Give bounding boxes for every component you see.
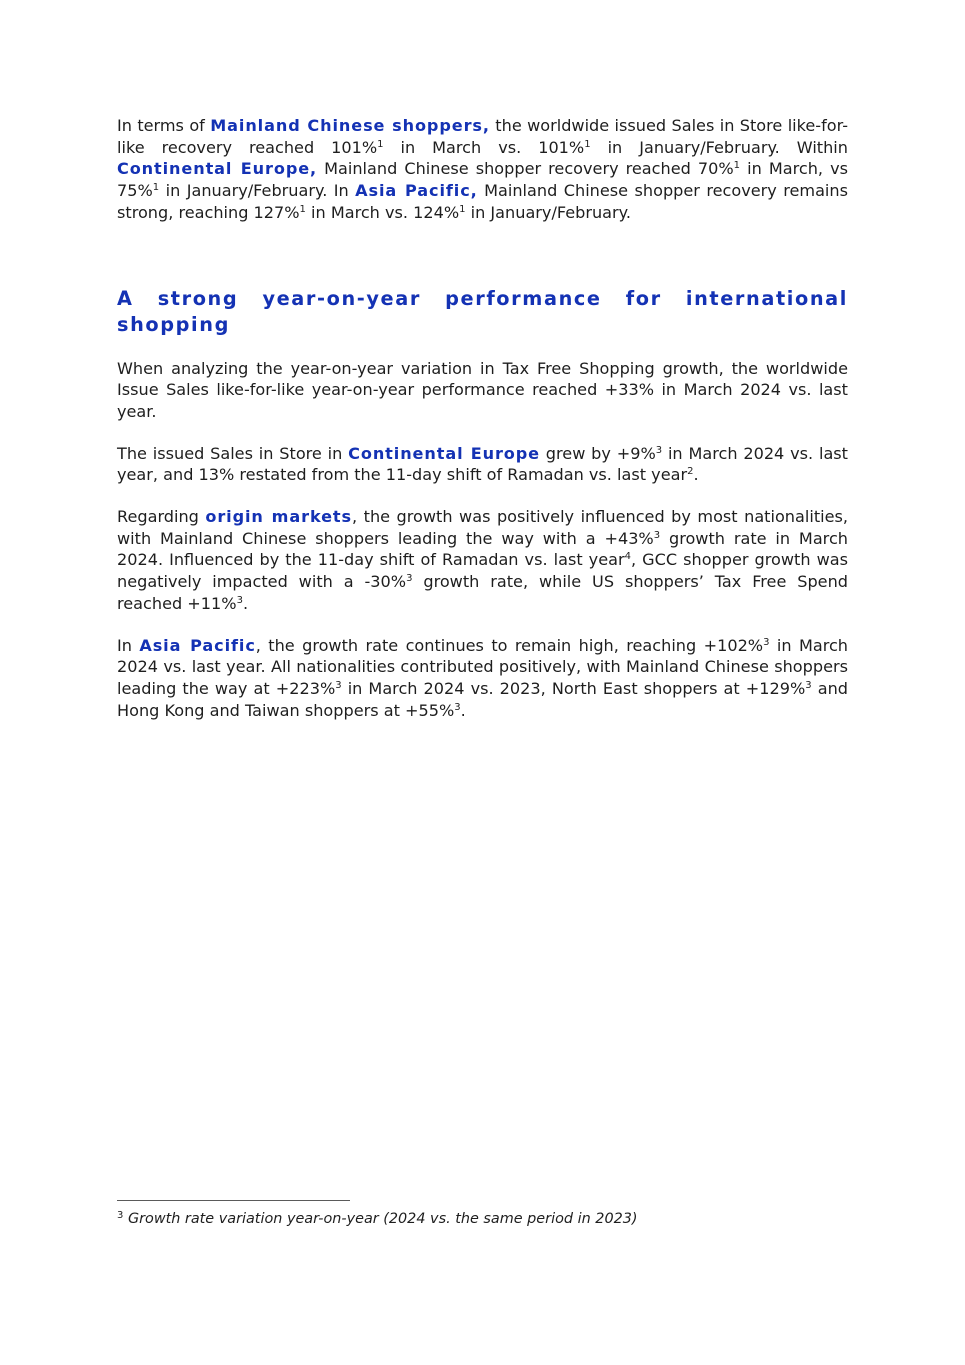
footnote-ref: 1 xyxy=(733,160,741,172)
paragraph-mainland-chinese-recovery xyxy=(117,115,848,224)
footnote-ref: 3 xyxy=(655,444,663,456)
text-run: , GCC shopper growth was negatively impacted with a -30% xyxy=(117,550,848,592)
paragraph-asia-pacific xyxy=(117,635,848,722)
text-run: In terms of xyxy=(117,116,211,135)
text-run: Regarding xyxy=(117,507,206,527)
footnote-ref: 1 xyxy=(152,182,160,194)
highlight-asia-pacific: Asia Pacific, xyxy=(355,181,478,201)
text-run: The issued Sales in Store in xyxy=(117,443,349,463)
footnote-ref: 3 xyxy=(454,701,461,713)
footnote-ref: 3 xyxy=(763,636,770,648)
text-run: in March vs. 101% xyxy=(383,137,585,157)
footnote-ref: 1 xyxy=(377,138,384,150)
text-run: , the growth rate continues to remain high, reaching +102% xyxy=(255,635,764,655)
text-run: . xyxy=(693,465,699,485)
text-run: growth rate, while US shoppers’ Tax Free Spend reached +11% xyxy=(117,572,848,613)
text-run: the worldwide issued Sales in Store like-for-like recovery reached 101% xyxy=(117,116,848,157)
text-run: and Hong Kong and Taiwan shoppers at +55% xyxy=(117,678,848,720)
footnote-ref: 1 xyxy=(459,203,466,215)
highlight-origin-markets: origin markets xyxy=(205,507,353,527)
text-run: . xyxy=(242,593,249,613)
footnote-ref: 1 xyxy=(299,203,306,215)
footnote-ref: 3 xyxy=(406,573,413,585)
footnote-text: Growth rate variation year-on-year (2024 vs. the same period in 2023) xyxy=(123,1211,638,1227)
footnote-ref: 2 xyxy=(687,466,694,478)
text-run: growth rate in March 2024. Influenced by the 11-day shift of Ramadan vs. last year xyxy=(117,528,848,570)
text-run: Mainland Chinese shopper recovery reached 70% xyxy=(317,159,734,179)
document-body xyxy=(117,115,848,721)
text-run: in March vs. 124% xyxy=(305,202,460,222)
highlight-continental-europe: Continental Europe, xyxy=(117,159,318,179)
footnote-number: 3 xyxy=(117,1210,124,1221)
paragraph-origin-markets xyxy=(117,506,848,615)
highlight-continental-europe: Continental Europe xyxy=(348,443,540,463)
footnote-ref: 3 xyxy=(805,679,812,691)
highlight-mainland-chinese-shoppers: Mainland Chinese shoppers, xyxy=(210,116,490,135)
text-run: , the growth was positively influenced by most nationalities, with Mainland Chinese shoppers leading the way with a +43% xyxy=(117,507,848,548)
footnote-divider xyxy=(117,1200,350,1201)
footnote-ref: 3 xyxy=(653,529,661,541)
text-run: in March, vs 75% xyxy=(117,159,848,201)
highlight-asia-pacific: Asia Pacific xyxy=(139,635,256,655)
text-run: in January/February. xyxy=(465,202,632,222)
text-run: in March 2024 vs. last year. All nationalities contributed positively, with Mainland Chinese shoppers leading the way at +223% xyxy=(117,635,849,698)
section-heading: A strong year-on-year performance for international shopping xyxy=(117,286,848,336)
text-run: in January/February. In xyxy=(159,181,356,201)
footnote-ref: 3 xyxy=(236,594,243,606)
footnote-ref: 4 xyxy=(624,551,631,563)
paragraph-continental-europe xyxy=(117,443,848,486)
paragraph-worldwide-performance: When analyzing the year-on-year variation in Tax Free Shopping growth, the worldwide Issue Sales like-for-like year-on-year performance reached +33% in March 2024 vs. last year. xyxy=(117,358,848,421)
text-run: grew by +9% xyxy=(539,443,656,463)
text-run: . xyxy=(460,700,466,720)
footnote xyxy=(117,1209,848,1229)
text-run: in March 2024 vs. last year, and 13% restated from the 11-day shift of Ramadan vs. last year xyxy=(117,443,848,485)
footnote-ref: 1 xyxy=(584,138,591,150)
text-run: In xyxy=(117,635,140,655)
text-run: in March 2024 vs. 2023, North East shoppers at +129% xyxy=(341,678,806,698)
footnote-ref: 3 xyxy=(335,679,342,691)
text-run: Mainland Chinese shopper recovery remains strong, reaching 127% xyxy=(117,181,848,222)
text-run: in January/February. Within xyxy=(590,137,848,157)
